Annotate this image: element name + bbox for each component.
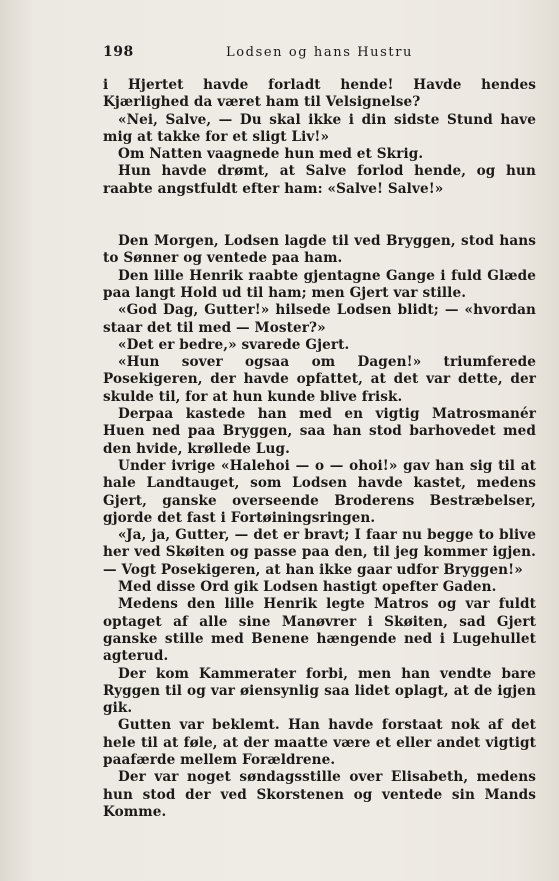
page-header: [103, 44, 536, 64]
paragraph: Den lille Henrik raabte gjentagne Gange i fuld Glæde paa langt Hold ud til ham; men Gjert var stille.: [103, 267, 536, 301]
paragraph: Der var noget søndagsstille over Elisabeth, medens hun stod der ved Skorstenen og ventede sin Mands Komme.: [103, 769, 536, 820]
paragraph: Om Natten vaagnede hun med et Skrig.: [118, 146, 424, 163]
paragraph: Medens den lille Henrik legte Matros og var fuldt optaget af alle sine Manøvrer i Skøiten, sad Gjert ganske stille med Benene hængende ned i Lugehullet agterud.: [103, 596, 536, 665]
page-number: 198: [103, 44, 134, 60]
paragraph: «God Dag, Gutter!» hilsede Lodsen blidt; — «hvordan staar det til med — Moster?»: [103, 302, 536, 336]
running-title: Lodsen og hans Hustru: [225, 45, 414, 60]
body-text: [103, 77, 536, 821]
paragraph: Med disse Ord gik Lodsen hastigt opefter Gaden.: [118, 579, 497, 596]
section-break: [103, 198, 536, 233]
paragraph: «Det er bedre,» svarede Gjert.: [118, 336, 350, 353]
paragraph: Den Morgen, Lodsen lagde til ved Bryggen, stod hans to Sønner og ventede paa ham.: [103, 233, 536, 267]
paragraph: i Hjertet havde forladt hende! Havde hendes Kjærlighed da været ham til Velsignelse?: [103, 77, 536, 111]
paragraph: Derpaa kastede han med en vigtig Matrosmanér Huen ned paa Bryggen, saa han stod barhovedet med den hvide, krøllede Lug.: [103, 406, 536, 457]
paragraph: «Hun sover ogsaa om Dagen!» triumferede Posekigeren, der havde opfattet, at det var dette, der skulde til, for at hun kunde blive frisk.: [103, 354, 536, 405]
paragraph: «Nei, Salve, — Du skal ikke i din sidste Stund have mig at takke for et sligt Liv!»: [103, 111, 536, 145]
paragraph: «Ja, ja, Gutter, — det er bravt; I faar nu begge to blive her ved Skøiten og passe paa den, til jeg kommer igjen. — Vogt Posekigeren, at han ikke gaar udfor Bryggen!»: [103, 527, 536, 578]
paragraph: Der kom Kammerater forbi, men han vendte bare Ryggen til og var øiensynlig saa lidet oplagt, at de igjen gik.: [103, 665, 536, 717]
paragraph: Gutten var beklemt. Han havde forstaat nok af det hele til at føle, at der maatte være et eller andet vigtigt paafærde mellem Forældrene.: [103, 717, 536, 768]
paragraph: Hun havde drømt, at Salve forlod hende, og hun raabte angstfuldt efter ham: «Salve! Salve!»: [103, 163, 536, 197]
paragraph: Under ivrige «Halehoi — o — ohoi!» gav han sig til at hale Landtauget, som Lodsen havde kastet, medens Gjert, ganske overseende Broderens Bestræbelser, gjorde det fast i Fortøiningsringen.: [103, 457, 536, 526]
